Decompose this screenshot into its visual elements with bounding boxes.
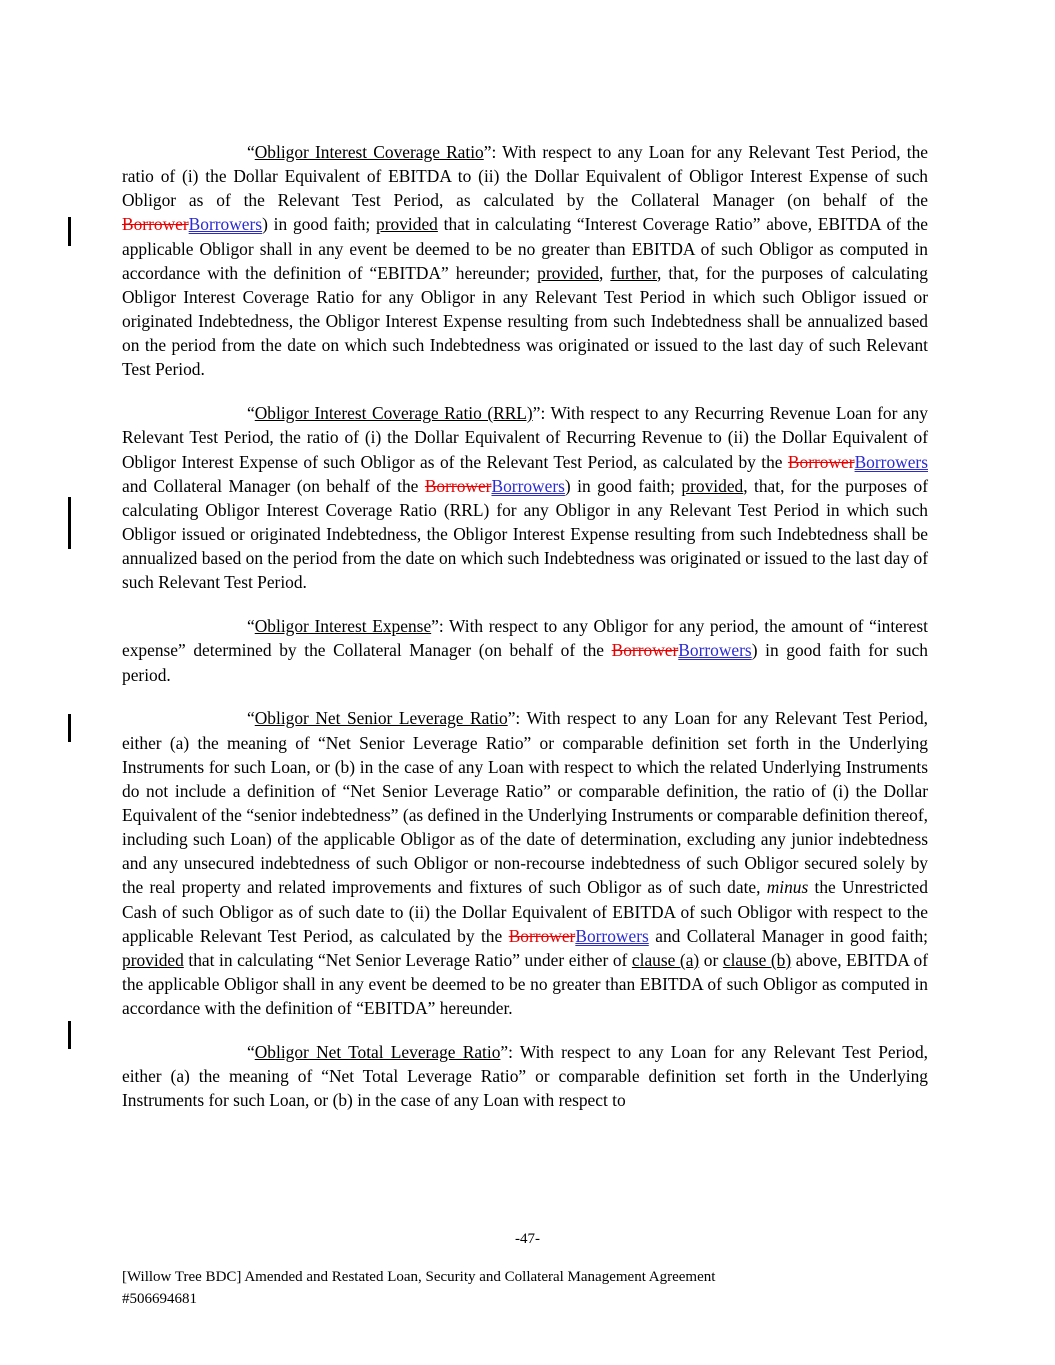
underlined-term: provided — [122, 949, 184, 970]
text-run: “ — [247, 616, 255, 637]
underlined-term: provided — [681, 475, 744, 496]
underlined-term: Obligor Interest Expense — [254, 616, 432, 637]
underlined-term: provided — [376, 214, 438, 235]
underlined-term: Obligor Interest Coverage Ratio — [254, 142, 484, 162]
revision-change-bar — [68, 497, 71, 549]
text-run: , that, for the purposes of calculating Obligor Interest Coverage Ratio (RRL) for any Obligor in any Relevant Test Period in which such Obligor issued or originated Indebtedness, the Obligor Interest Expense resulting from such Indebtedness shall be annualized based on the period from the date on which such Indebtedness was originated or issued to the last day of such Relevant Test Period. — [122, 475, 928, 593]
text-run: ”: With respect to any Recurring Revenue Loan for any Relevant Test Period, the ratio of (i) the Dollar Equivalent of Recurring Revenue to (ii) the Dollar Equivalent of Obligor Interest Expense of such Obligor as of the Relevant Test Period, as calculated by the — [122, 403, 928, 472]
text-run: and Collateral Manager (on behalf of the — [122, 475, 425, 496]
underlined-term: further — [610, 262, 657, 283]
revision-change-bar — [68, 714, 71, 742]
underlined-term: Obligor Interest Coverage Ratio (RRL) — [254, 403, 533, 424]
underlined-term: clause (b) — [722, 949, 792, 970]
deletion-redline: Borrower — [122, 214, 189, 235]
text-run: “ — [247, 1042, 255, 1063]
text-run: “ — [247, 403, 255, 424]
insertion-redline: Borrowers — [491, 475, 565, 496]
insertion-redline: Borrowers — [188, 214, 263, 235]
page-number: -47- — [515, 1231, 540, 1247]
underlined-term: Obligor Net Total Leverage Ratio — [254, 1042, 501, 1063]
document-body — [122, 140, 928, 1132]
text-run: “ — [247, 142, 255, 162]
text-run: or — [699, 949, 723, 970]
italic-text: minus — [766, 877, 809, 898]
paragraph — [122, 706, 928, 1020]
underlined-term: clause (a) — [631, 949, 700, 970]
paragraph — [122, 140, 928, 382]
text-run: ”: With respect to any Loan for any Relevant Test Period, either (a) the meaning of “Net Senior Leverage Ratio” or comparable definition set forth in the Underlying Instruments for such Loan, or (b) in the case of any Loan with respect to which the related Underlying Instruments do not include a definition of “Net Senior Leverage Ratio” or comparable definition, the ratio of (i) the Dollar Equivalent of the “senior indebtedness” (as defined in the Underlying Instruments or comparable definition thereof, including such Loan) of the applicable Obligor as of the date of determination, excluding any junior indebtedness and any unsecured indebtedness of such Obligor or non-recourse indebtedness of such Obligor secured solely by the real property and related improvements and fixtures of such Obligor as of such date, — [122, 708, 928, 898]
footer-doc-title: [Willow Tree BDC] Amended and Restated Loan, Security and Collateral Management Agreement — [122, 1269, 716, 1285]
insertion-redline: Borrowers — [678, 640, 752, 661]
insertion-redline: Borrowers — [575, 925, 649, 946]
text-run: ”: With respect to any Loan for any Relevant Test Period, the ratio of (i) the Dollar Equivalent of EBITDA to (ii) the Dollar Equivalent of Obligor Interest Expense of such Obligor as of the Relevant Test Period, as calculated by the Collateral Manager (on behalf of the — [122, 142, 928, 211]
text-run: ”: With respect to any Loan for any Relevant Test Period, either (a) the meaning of “Net Total Leverage Ratio” or comparable definition set forth in the Underlying Instruments for such Loan, or (b) in the case of any Loan with respect to — [122, 1042, 928, 1111]
paragraph — [122, 1040, 928, 1112]
deletion-redline: Borrower — [611, 640, 679, 661]
underlined-term: Obligor Net Senior Leverage Ratio — [254, 708, 508, 729]
insertion-redline: Borrowers — [854, 451, 928, 472]
deletion-redline: Borrower — [787, 451, 855, 472]
revision-change-bar — [68, 217, 71, 246]
text-run: above, EBITDA of the applicable Obligor shall in any event be deemed to be no greater than EBITDA of such Obligor as computed in accordance with the definition of “EBITDA” hereunder. — [122, 949, 928, 1019]
paragraph — [122, 614, 928, 686]
footer-doc-id: #506694681 — [122, 1290, 197, 1307]
revision-change-bar — [68, 1021, 71, 1049]
text-run: ”: With respect to any Obligor for any period, the amount of “interest expense” determined by the Collateral Manager (on behalf of the — [122, 616, 928, 661]
text-run: ) in good faith; — [262, 214, 377, 235]
text-run: that in calculating “Net Senior Leverage Ratio” under either of — [183, 949, 632, 970]
text-run: that in calculating “Interest Coverage Ratio” above, EBITDA of the applicable Obligor shall in any event be deemed to be no greater than EBITDA of such Obligor as computed in accordance with the definition of “EBITDA” hereunder; — [122, 214, 928, 283]
text-run: ) in good faith; — [564, 475, 682, 496]
text-run: , that, for the purposes of calculating Obligor Interest Coverage Ratio for any Obligor in any Relevant Test Period in which such Obligor issued or originated Indebtedness, the Obligor Interest Expense resulting from such Indebtedness shall be annualized based on the period from the date on which such Indebtedness was originated or issued to the last day of such Relevant Test Period. — [122, 262, 929, 380]
text-run: the Unrestricted Cash of such Obligor as of such date to (ii) the Dollar Equivalent of EBITDA of such Obligor with respect to the applicable Relevant Test Period, as calculated by the — [122, 877, 928, 946]
text-run: , — [598, 262, 611, 283]
paragraph — [122, 401, 928, 594]
text-run: ) in good faith for such period. — [122, 640, 928, 685]
deletion-redline: Borrower — [424, 475, 492, 496]
deletion-redline: Borrower — [508, 925, 576, 946]
text-run: and Collateral Manager in good faith; — [648, 925, 928, 946]
text-run: “ — [247, 708, 255, 729]
page-footer — [122, 1267, 928, 1311]
underlined-term: provided — [537, 262, 599, 283]
